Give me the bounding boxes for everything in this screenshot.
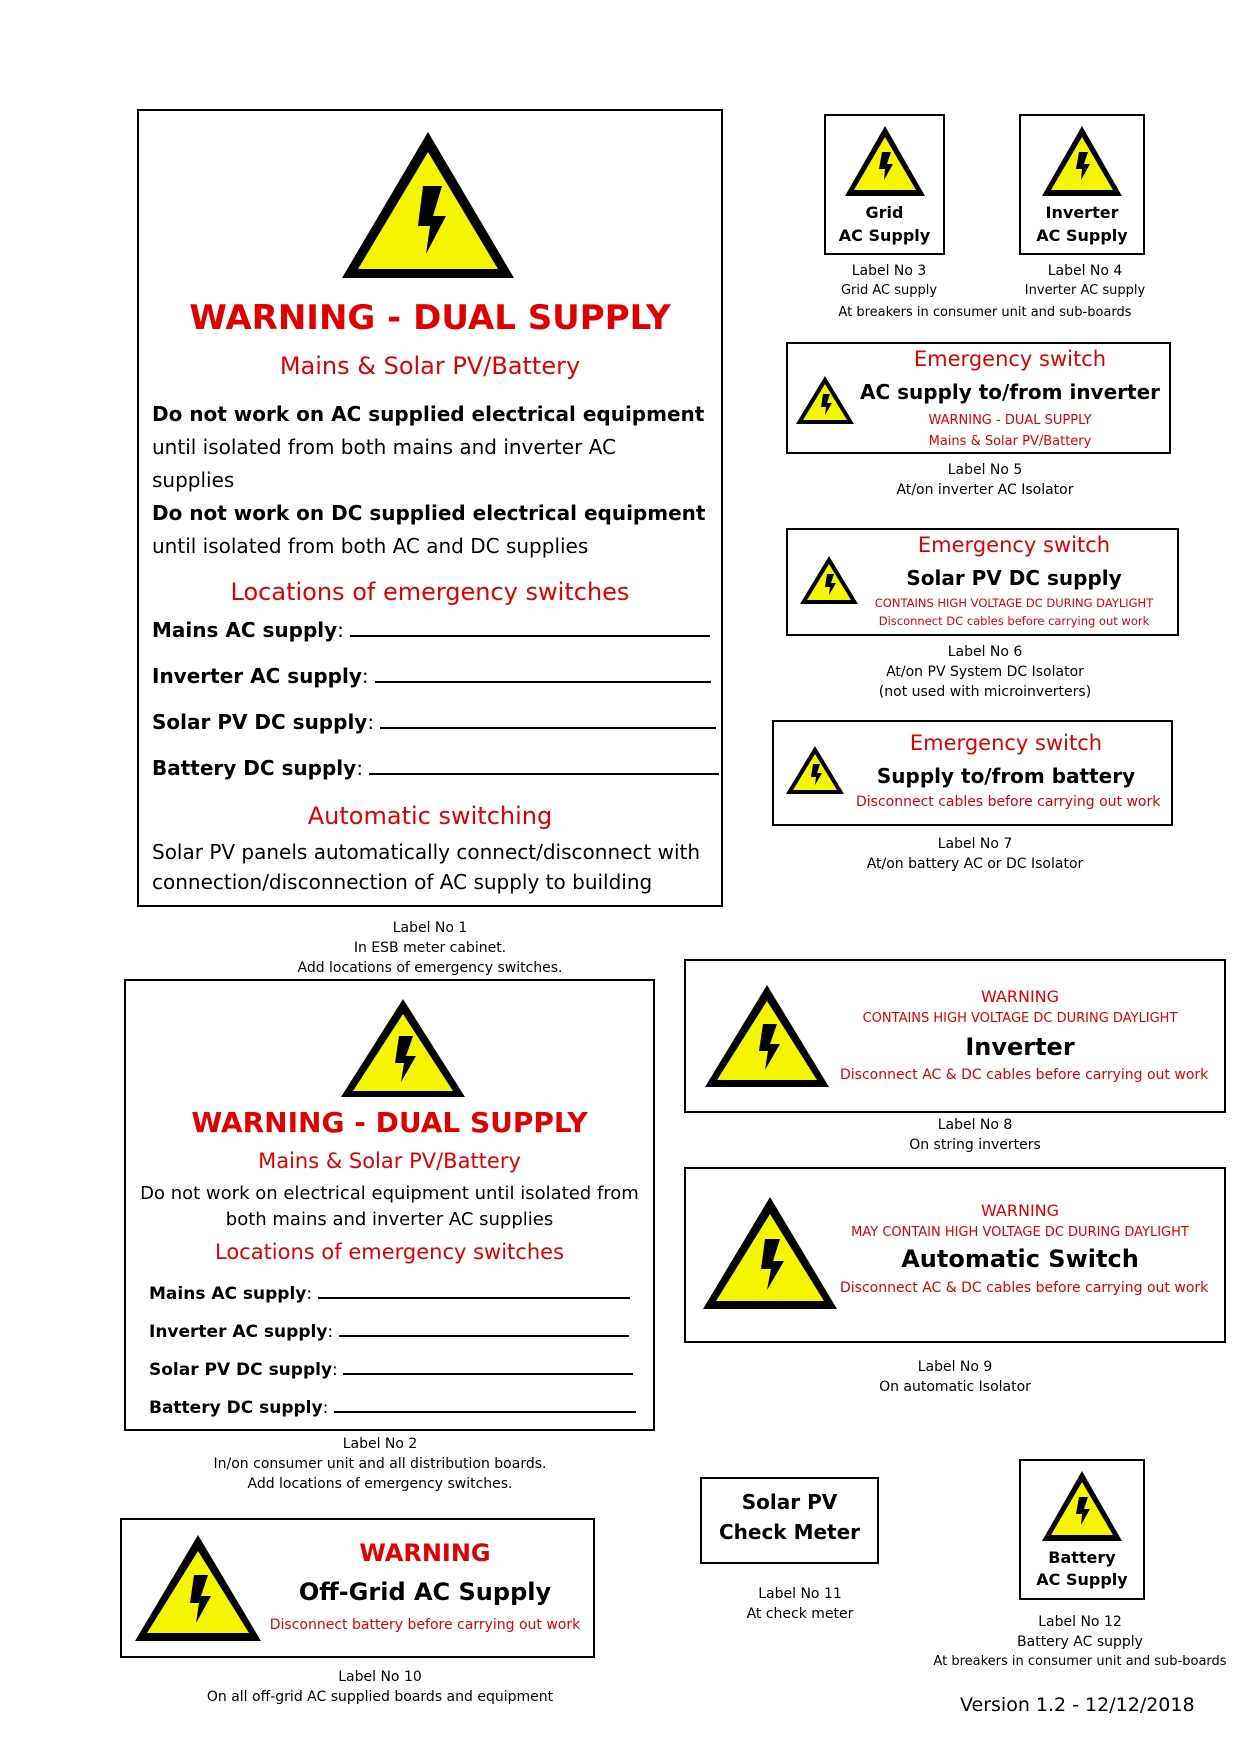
label-10-caption: Label No 10 On all off-grid AC supplied boards and equipment (206, 1669, 554, 1705)
label-5-line4: Mains & Solar PV/Battery (928, 434, 1092, 449)
label-1-subtitle: Mains & Solar PV/Battery (279, 352, 581, 380)
label-2-line1: Do not work on electrical equipment until isolated from (140, 1183, 639, 1204)
label-1-auto-line1: Solar PV panels automatically connect/disconnect with (152, 840, 701, 864)
label-8-caption: Label No 8 On string inverters (909, 1117, 1041, 1153)
label-1-field-battery: Battery DC supply: (152, 756, 719, 780)
label-6-line1: Emergency switch (917, 533, 1111, 557)
label-1-p1-bold: Do not work on AC supplied electrical equipment (152, 402, 705, 426)
label-1-field-mains: Mains AC supply: (152, 618, 710, 642)
label-7-line2: Supply to/from battery (876, 764, 1136, 788)
label-1-auto-line2: connection/disconnection of AC supply to building (152, 870, 653, 894)
high-voltage-triangle-icon (338, 128, 518, 283)
label-3-line2: AC Supply (838, 226, 931, 245)
high-voltage-triangle-icon (1040, 124, 1124, 198)
label-2-field-mains: Mains AC supply: (149, 1284, 630, 1304)
high-voltage-triangle-icon (702, 982, 832, 1090)
label-5-line3: WARNING - DUAL SUPPLY (928, 413, 1092, 428)
label-11-caption: Label No 11 At check meter (746, 1586, 854, 1622)
label-1-title: WARNING - DUAL SUPPLY (189, 298, 671, 338)
label-2-field-battery: Battery DC supply: (149, 1398, 636, 1418)
high-voltage-triangle-icon (338, 996, 468, 1100)
version-text: Version 1.2 - 12/12/2018 (960, 1694, 1195, 1716)
label-10-line2: Off-Grid AC Supply (298, 1578, 552, 1606)
label-2-locations-heading: Locations of emergency switches (214, 1240, 565, 1264)
label-9-caption: Label No 9 On automatic Isolator (879, 1359, 1031, 1395)
label-3-4-note: At breakers in consumer unit and sub-boards (838, 305, 1132, 320)
label-1-p2-line2: until isolated from both AC and DC supplies (152, 534, 589, 558)
label-3-caption: Label No 3 Grid AC supply (840, 263, 938, 298)
label-7-caption: Label No 7 At/on battery AC or DC Isolator (866, 836, 1084, 872)
label-9-line1: WARNING (980, 1201, 1060, 1220)
label-12-caption: Label No 12 Battery AC supply At breakers in consumer unit and sub-boards (933, 1614, 1227, 1669)
label-10-line1: WARNING (359, 1539, 491, 1567)
label-12-line1: Battery (1048, 1548, 1116, 1567)
label-5-line1: Emergency switch (913, 347, 1107, 371)
label-3-line1: Grid (865, 203, 904, 222)
high-voltage-triangle-icon (798, 554, 860, 606)
label-8-line2: CONTAINS HIGH VOLTAGE DC DURING DAYLIGHT (862, 1011, 1178, 1026)
label-1-p1-line2: until isolated from both mains and inverter AC (152, 435, 616, 459)
label-6-line2: Solar PV DC supply (906, 566, 1122, 590)
label-1-caption: Label No 1 In ESB meter cabinet. Add locations of emergency switches. (297, 920, 563, 976)
label-8-line3: Inverter (965, 1033, 1075, 1061)
label-2-subtitle: Mains & Solar PV/Battery (258, 1149, 521, 1173)
label-2-title: WARNING - DUAL SUPPLY (191, 1106, 588, 1139)
high-voltage-triangle-icon (132, 1532, 264, 1644)
label-9-line3: Automatic Switch (901, 1245, 1139, 1273)
label-8-line1: WARNING (980, 987, 1060, 1006)
label-11-line1: Solar PV (741, 1490, 838, 1514)
label-4-caption: Label No 4 Inverter AC supply (1024, 263, 1146, 298)
label-1-field-solar: Solar PV DC supply: (152, 710, 716, 734)
label-2-field-inverter: Inverter AC supply: (149, 1322, 629, 1342)
high-voltage-triangle-icon (843, 124, 927, 198)
label-4-line2: AC Supply (1036, 226, 1128, 245)
label-2-line2: both mains and inverter AC supplies (225, 1209, 554, 1230)
label-5-caption: Label No 5 At/on inverter AC Isolator (896, 462, 1074, 498)
label-2-field-solar: Solar PV DC supply: (149, 1360, 633, 1380)
label-12-line2: AC Supply (1036, 1570, 1128, 1589)
label-5-line2: AC supply to/from inverter (860, 380, 1161, 404)
high-voltage-triangle-icon (1040, 1469, 1124, 1543)
label-1-p2-bold: Do not work on DC supplied electrical equipment (152, 501, 706, 525)
label-6-line3: CONTAINS HIGH VOLTAGE DC DURING DAYLIGHT (874, 596, 1154, 610)
label-10-line3: Disconnect battery before carrying out work (269, 1617, 581, 1633)
label-9-line2: MAY CONTAIN HIGH VOLTAGE DC DURING DAYLIGHT (851, 1225, 1189, 1240)
label-7-line3: Disconnect cables before carrying out work (856, 794, 1161, 810)
high-voltage-triangle-icon (784, 744, 846, 796)
label-8-line4: Disconnect AC & DC cables before carrying out work (840, 1067, 1209, 1083)
label-7-line1: Emergency switch (909, 731, 1103, 755)
label-9-line4: Disconnect AC & DC cables before carrying out work (840, 1280, 1209, 1296)
label-1-field-inverter: Inverter AC supply: (152, 664, 711, 688)
label-2-caption: Label No 2 In/on consumer unit and all distribution boards. Add locations of emergency switches. (213, 1436, 547, 1492)
label-1-locations-heading: Locations of emergency switches (230, 578, 630, 606)
high-voltage-triangle-icon (700, 1194, 840, 1312)
high-voltage-triangle-icon (794, 374, 856, 426)
label-1-p1-line3: supplies (152, 468, 235, 492)
label-6-line4: Disconnect DC cables before carrying out work (878, 614, 1150, 628)
label-6-caption: Label No 6 At/on PV System DC Isolator (not used with microinverters) (878, 644, 1092, 700)
label-1-auto-heading: Automatic switching (307, 802, 553, 830)
label-4-line1: Inverter (1045, 203, 1119, 222)
label-11-line2: Check Meter (718, 1520, 861, 1544)
